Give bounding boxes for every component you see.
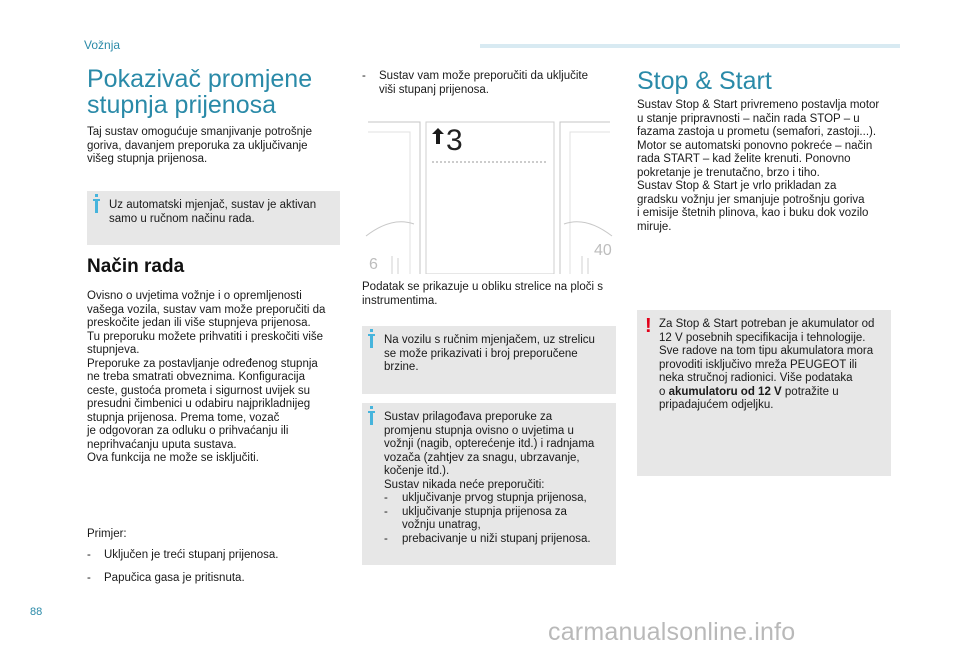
text-line: viši stupanj prijenosa.	[379, 83, 489, 96]
example-item-1: - Uključen je treći stupanj prijenosa.	[87, 549, 279, 561]
stop-start-paragraph	[637, 99, 879, 234]
warning-note-battery	[637, 310, 891, 476]
example-item-2: - Papučica gasa je pritisnuta.	[87, 572, 245, 584]
text-line: Sve radove na tom tipu akumulatora mora	[659, 345, 874, 357]
image-caption	[362, 281, 603, 308]
text-line: Uz automatski mjenjač, sustav je aktivan	[109, 199, 317, 211]
operation-heading: Način rada	[87, 256, 185, 277]
title-line-1: Pokazivač promjene	[87, 65, 313, 93]
text-line: Za Stop & Start potreban je akumulator od	[659, 318, 875, 330]
text-line: vozača (zahtjev za snagu, ubrzavanje,	[384, 451, 580, 464]
text-line: Sustav Stop & Start je vrlo prikladan za	[637, 180, 837, 192]
text-line: Taj sustav omogućuje smanjivanje potrošnje	[87, 126, 313, 138]
text-line: je odgovoran za odluku o prihvaćanju ili	[87, 425, 289, 437]
text-line: Podatak se prikazuje u obliku strelice na ploči s	[362, 281, 603, 293]
header-bar	[480, 44, 900, 48]
text-line: stupnja prijenosa. Prema tome, vozač	[87, 411, 280, 424]
text-line: Sustav Stop & Start privremeno postavlja motor	[637, 99, 880, 111]
list-item: - uključivanje stupnja prijenosa za	[384, 505, 567, 518]
text-line: Ova funkcija ne može se isključiti.	[87, 452, 259, 464]
gauge-right-number: 40	[594, 242, 612, 259]
text-line: fazama zastoja u prometu (semafori, zastoji...).	[637, 126, 877, 138]
text-line: Uključen je treći stupanj prijenosa.	[104, 549, 279, 561]
text-line: Sustav nikada neće preporučiti:	[384, 478, 545, 491]
title-line-2: stupnja prijenosa	[87, 91, 277, 119]
page-number: 88	[30, 606, 43, 618]
gauge-left-number: 6	[369, 256, 378, 273]
text-line: neprihvaćanju uputa sustava.	[87, 438, 237, 451]
section-title: Vožnja	[84, 38, 121, 52]
text-line: vašega vozila, sustav vam može preporučiti da	[87, 303, 326, 316]
list-item: - prebacivanje u niži stupanj prijenosa.	[384, 532, 591, 545]
operation-paragraph	[87, 290, 325, 466]
text-line: ne treba smatrati obveznima. Konfiguracija	[87, 371, 305, 383]
list-item-continued: vožnju unatrag,	[402, 519, 481, 531]
text-line: promjenu stupnja ovisno o uvjetima u	[384, 424, 574, 437]
info-icon	[370, 334, 373, 348]
text-line: Motor se automatski ponovno pokreće – način	[637, 139, 873, 152]
text-line: preskočite jedan ili više stupnjeva prijenosa.	[87, 317, 311, 329]
stop-start-heading: Stop & Start	[637, 67, 772, 95]
text-line: Tu preporuku možete prihvatiti i preskočiti više	[87, 330, 324, 343]
text-line: goriva, davanjem preporuka za uključivanje	[87, 139, 308, 152]
text-line: Papučica gasa je pritisnuta.	[104, 572, 245, 584]
text-line: presudni čimbenici u odabiru najprikladnijeg	[87, 398, 311, 410]
text-line: Ovisno o uvjetima vožnje i o opremljenosti	[87, 290, 302, 302]
text-line: rada START – kad želite krenuti. Ponovno	[637, 153, 851, 165]
example-label: Primjer:	[87, 528, 127, 540]
text-line: Sustav prilagođava preporuke za	[384, 411, 553, 423]
watermark: carmanualsonline.info	[548, 618, 796, 646]
text-line: pripadajućem odjeljku.	[659, 399, 774, 411]
info-icon	[370, 411, 373, 425]
info-note-manual	[362, 326, 616, 394]
text-line: ceste, gustoća prometa i sigurnost uvijek su	[87, 384, 311, 397]
text-line: i emisije štetnih plinova, kao i buku dok vozilo	[637, 207, 869, 219]
text-line: Na vozilu s ručnim mjenjačem, uz strelicu	[384, 334, 595, 346]
recommend-bullet: - Sustav vam može preporučiti da uključite viši stupanj prijenosa.	[362, 70, 589, 96]
text-line: miruje.	[637, 220, 672, 233]
text-line: provoditi isključivo mreža PEUGEOT ili	[659, 358, 857, 371]
info-note-adaptation	[362, 403, 616, 565]
instrument-panel-image	[362, 108, 616, 274]
text-line: 12 V posebnih specifikacija i tehnologije.	[659, 331, 866, 344]
text-line: se može prikazivati i broj preporučene	[384, 347, 578, 360]
text-line: višeg stupnja prijenosa.	[87, 153, 208, 165]
list-item: - uključivanje prvog stupnja prijenosa,	[384, 492, 587, 504]
text-line: gradsku vožnju jer smanjuje potrošnju goriva	[637, 193, 865, 206]
text-line: Preporuke za postavljanje određenog stupnja	[87, 357, 318, 370]
text-line: u stanje pripravnosti – način rada STOP – u	[637, 112, 860, 125]
text-line: stupnjeva.	[87, 344, 140, 356]
info-note-automatic	[87, 191, 340, 245]
info-icon	[95, 199, 98, 213]
text-line: instrumentima.	[362, 294, 438, 307]
text-line: neka stručnoj radionici. Više podataka	[659, 372, 853, 384]
text-line: pokretanje je trenutačno, brzo i tiho.	[637, 166, 820, 179]
text-line: samo u ručnom načinu rada.	[109, 212, 255, 225]
bold-battery-ref: akumulatoru od 12 V	[668, 385, 782, 398]
intro-paragraph	[87, 126, 312, 167]
text-line: vožnji (nagib, opterećenje itd.) i radnjama	[384, 438, 595, 450]
warning-icon: !	[645, 315, 652, 337]
gear-number: 3	[446, 124, 463, 157]
text-line: brzine.	[384, 361, 419, 373]
text-line: o akumulatoru od 12 V potražite u	[659, 385, 839, 398]
text-line: kočenje itd.).	[384, 465, 450, 477]
gear-indicator-heading	[87, 66, 312, 118]
text-line: Sustav vam može preporučiti da uključite	[379, 70, 589, 82]
